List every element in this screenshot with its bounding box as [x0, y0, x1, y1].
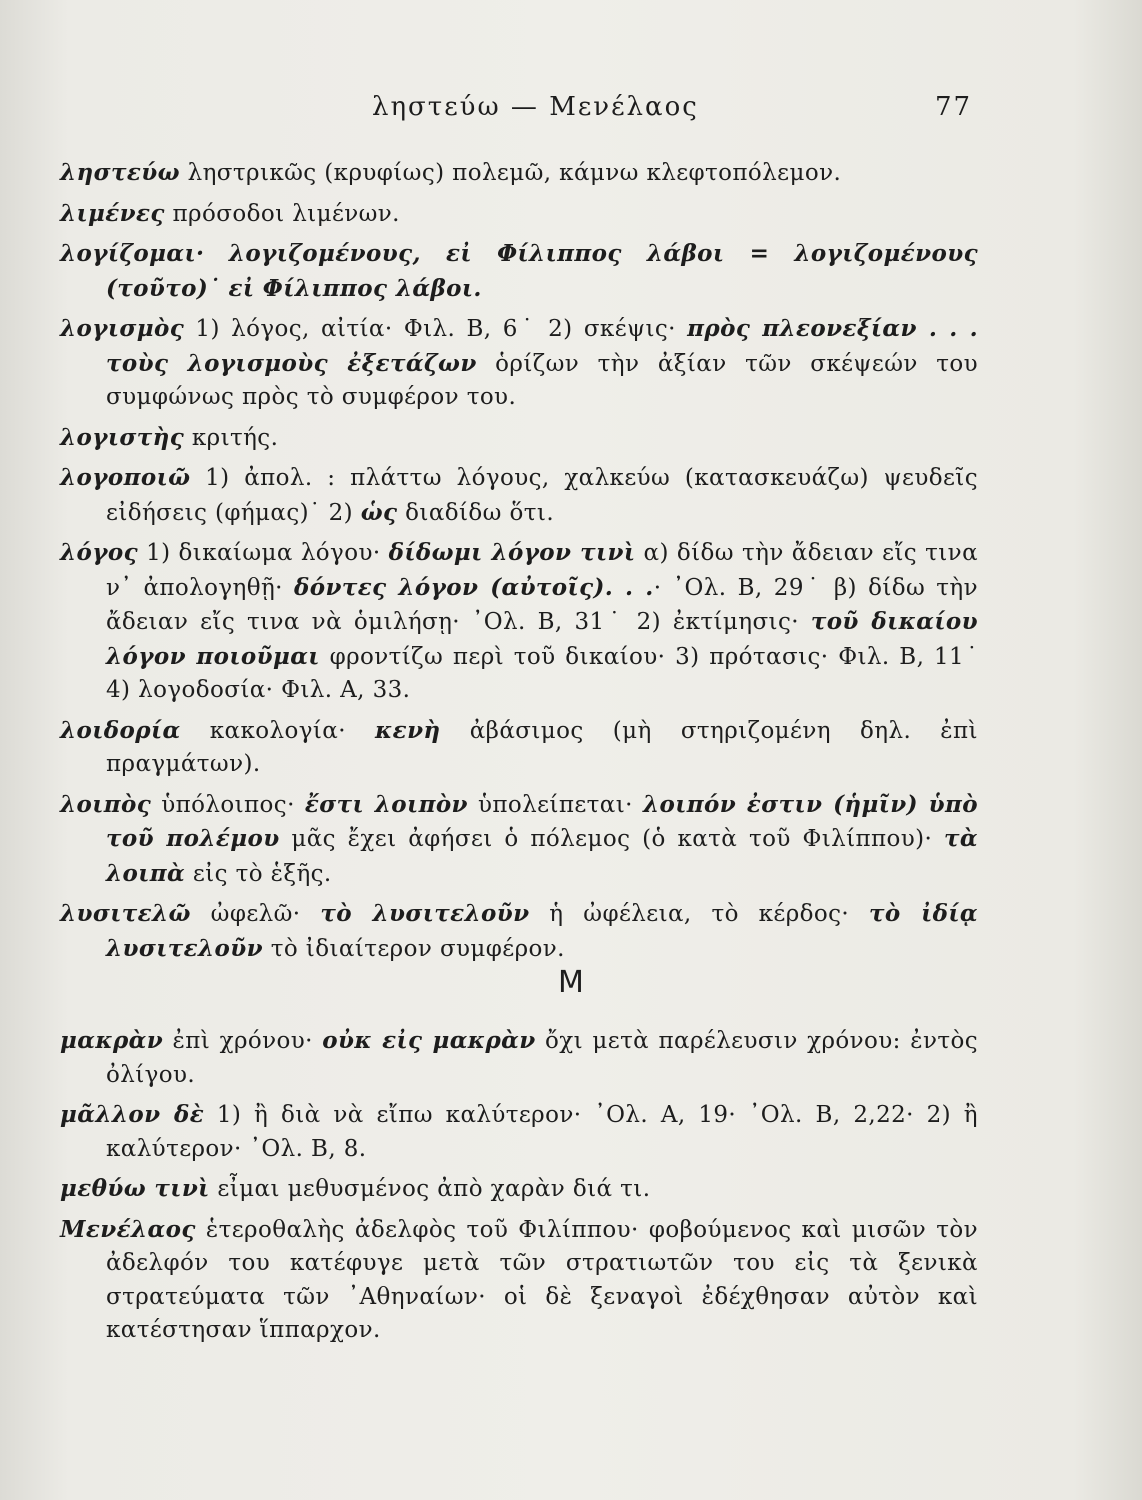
glossary-entry — [60, 1098, 978, 1166]
entry-headword: μεθύω τινὶ — [60, 1175, 210, 1202]
entry-text: ὑπολείπεται· — [467, 791, 643, 818]
entry-text: · ᾽Ολ. Β, 29˙ β) δίδω τὴν ἄδειαν εἴς τινα νὰ ὁμιλήσῃ· ᾽Ολ. Β, 31˙ 2) ἐκτίμησις· — [106, 574, 978, 635]
glossary-entry — [60, 788, 978, 892]
entry-phrase: πρὸς πλεονεξίαν . . . τοὺς λογισμοὺς ἐξετάζων — [106, 315, 979, 377]
entry-text: ὑπόλοιπος· — [151, 791, 305, 818]
entry-headword: λοιπὸς — [60, 790, 152, 818]
entry-phrase: κενὴ — [375, 716, 441, 744]
entry-phrase: τὸ λυσιτελοῦν — [320, 900, 530, 927]
entry-headword: λογοποιῶ — [60, 464, 191, 491]
entry-text: διαδίδω ὅτι. — [397, 499, 555, 526]
glossary-entry — [60, 197, 978, 232]
glossary-entry — [60, 1024, 978, 1092]
entry-phrase: τὸ ἰδίᾳ λυσιτελοῦν — [106, 900, 978, 962]
entry-text: φροντίζω περὶ τοῦ δικαίου· 3) πρότασις· Φιλ. Β, 11˙ 4) λογοδοσία· Φιλ. Α, 33. — [106, 643, 979, 703]
entry-headword: λογιστὴς — [60, 423, 185, 451]
glossary-entry — [60, 312, 978, 415]
glossary-entry — [60, 1172, 978, 1207]
glossary-entry — [60, 714, 978, 782]
glossary-entries-mu — [60, 1024, 978, 1354]
section-letter: M — [558, 965, 584, 1000]
entry-text: μᾶς ἔχει ἀφήσει ὁ πόλεμος (ὁ κατὰ τοῦ Φιλίππου)· — [279, 826, 945, 852]
glossary-entry — [60, 237, 978, 306]
entry-headword: μᾶλλον δὲ — [60, 1101, 205, 1128]
entry-phrase: οὐκ εἰς μακρὰν — [322, 1027, 536, 1054]
entry-text: εἰς τὸ ἑξῆς. — [185, 860, 332, 887]
entry-headword: Μενέλαος — [60, 1215, 196, 1243]
entry-text: 1) ἢ διὰ νὰ εἴπω καλύτερον· ᾽Ολ. Α, 19· ᾽Ολ. Β, 2,22· 2) ἢ καλύτερον· ᾽Ολ. Β, 8. — [106, 1102, 978, 1162]
entry-text: ὠφελῶ· — [190, 901, 321, 927]
entry-text: 1) δικαίωμα λόγου· — [138, 540, 389, 566]
entry-phrase: δόντες λόγον (αὐτοῖς). . . — [294, 573, 654, 601]
entry-headword: μακρὰν — [60, 1027, 164, 1054]
entry-text: εἶμαι μεθυσμένος ἀπὸ χαρὰν διά τι. — [209, 1176, 651, 1202]
entry-text: α) δίδω τὴν ἄδειαν εἴς τινα ν᾽ ἀπολογηθῇ· — [106, 540, 978, 601]
entry-text: ὁρίζων τὴν ἀξίαν τῶν σκέψεών του συμφώνως πρὸς τὸ συμφέρον του. — [106, 350, 978, 410]
entry-phrase: τοῦ δικαίου λόγον ποιοῦμαι — [106, 608, 978, 670]
entry-text: ἡ ὠφέλεια, τὸ κέρδος· — [529, 901, 869, 927]
entry-text: ἀβάσιμος (μὴ στηριζομένη δηλ. ἐπὶ πραγμάτων). — [106, 717, 978, 777]
glossary-entries-lambda — [60, 156, 978, 972]
entry-text: τὸ ἰδιαίτερον συμφέρον. — [263, 935, 565, 962]
entry-text — [204, 241, 228, 267]
entry-phrase: λοιπόν ἐστιν (ἡμῖν) ὑπὸ τοῦ πολέμου — [106, 790, 979, 852]
entry-text: πρόσοδοι λιμένων. — [164, 200, 400, 227]
entry-text: 1) ἀπολ. : πλάττω λόγους, χαλκεύω (κατασκευάζω) ψευδεῖς εἰδήσεις (φήμας)˙ 2) — [106, 465, 978, 526]
entry-headword: λυσιτελῶ — [60, 900, 191, 927]
entry-phrase: ἔστι λοιπὸν — [304, 790, 468, 818]
entry-text: ὄχι μετὰ παρέλευσιν χρόνου: ἐντὸς ὀλίγου. — [106, 1028, 979, 1088]
glossary-entry — [60, 897, 978, 966]
entry-headword: λογισμὸς — [60, 315, 185, 342]
glossary-entry — [60, 156, 978, 191]
entry-text: ληστρικῶς (κρυφίως) πολεμῶ, κάμνω κλεφτοπόλεμον. — [179, 160, 842, 186]
glossary-entry — [60, 461, 978, 530]
entry-text: κακολογία· — [180, 717, 376, 744]
entry-phrase: λογιζομένους, εἰ Φίλιππος λάβοι = λογιζομένους (τοῦτο)˙ εἰ Φίλιππος λάβοι. — [106, 240, 978, 302]
entry-text: 1) λόγος, αἰτία· Φιλ. Β, 6˙ 2) σκέψις· — [184, 316, 688, 342]
entry-headword: λογίζομαι· — [60, 240, 205, 267]
glossary-entry — [60, 536, 978, 708]
running-head: ληστεύω — Μενέλαος — [372, 92, 699, 122]
entry-headword: λοιδορία — [60, 716, 181, 744]
entry-phrase: τὰ λοιπὰ — [106, 825, 978, 887]
entry-headword: λόγος — [60, 539, 138, 566]
entry-text: ἑτεροθαλὴς ἀδελφὸς τοῦ Φιλίππου· φοβούμενος καὶ μισῶν τὸν ἀδελφόν του κατέφυγε μετὰ τῶν στρατιωτῶν του εἰς τὰ ξενικὰ στρατεύματα τῶν ᾽Αθηναίων· οἱ δὲ ξεναγοὶ ἐδέχθησαν αὐτὸν καὶ κατέστησαν ἵππαρχον. — [106, 1216, 978, 1343]
entry-text: κριτής. — [184, 424, 279, 451]
entry-headword: ληστεύω — [60, 159, 180, 186]
page-header — [0, 92, 1142, 132]
glossary-entry — [60, 1213, 978, 1348]
entry-text: ἐπὶ χρόνου· — [163, 1028, 323, 1054]
entry-headword: λιμένες — [60, 199, 165, 227]
entry-phrase: ὡς — [360, 498, 398, 526]
page-number: 77 — [935, 92, 973, 122]
glossary-entry — [60, 421, 978, 456]
entry-phrase: δίδωμι λόγον τινὶ — [388, 539, 636, 566]
